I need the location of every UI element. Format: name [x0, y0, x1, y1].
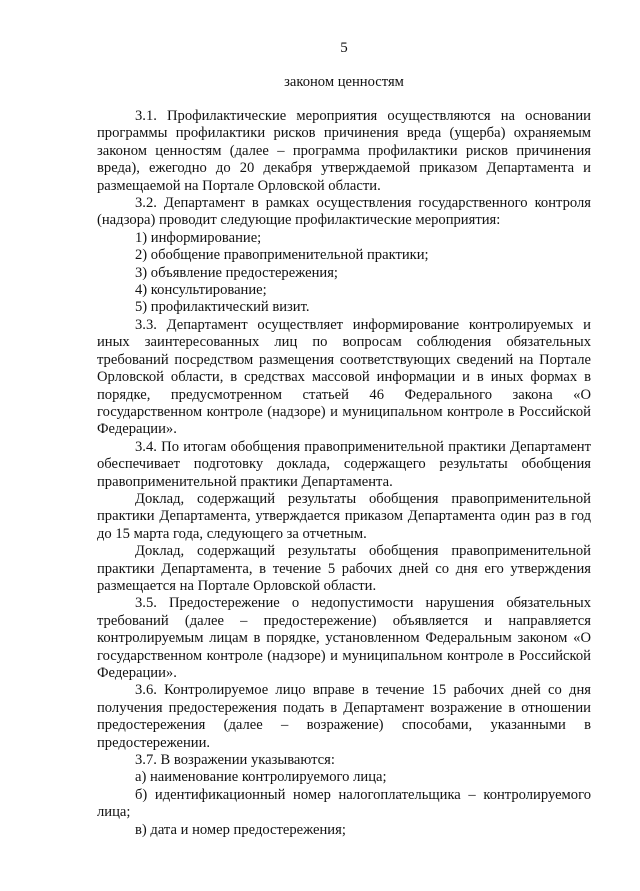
paragraph-3-5: 3.5. Предостережение о недопустимости нарушения обязательных требований (далее – предостережение) объявляется и направляется контролируемым лицам в порядке, установленном Федеральным законом «О государственном контроле (надзоре) и муниципальном контроле в Российской Федерации».	[97, 595, 591, 681]
paragraph-3-7-v: в) дата и номер предостережения;	[135, 821, 346, 838]
paragraph-3-7: 3.7. В возражении указываются:	[135, 752, 335, 769]
paragraph-3-4-report-approval: Доклад, содержащий результаты обобщения правоприменительной практики Департамента, утверждается приказом Департамента один раз в год до 15 марта года, следующего за отчетным.	[97, 490, 591, 542]
paragraph-3-7-a: а) наименование контролируемого лица;	[135, 769, 387, 786]
list-item: 5) профилактический визит.	[135, 299, 310, 316]
paragraph-3-2: 3.2. Департамент в рамках осуществления государственного контроля (надзора) проводит следующие профилактические мероприятия:	[97, 195, 591, 229]
document-body	[97, 108, 591, 839]
paragraph-3-4-report-publication: Доклад, содержащий результаты обобщения правоприменительной практики Департамента, в течение 5 рабочих дней со дня его утверждения размещается на Портале Орловской области.	[97, 543, 591, 594]
paragraph-3-1: 3.1. Профилактические мероприятия осуществляются на основании программы профилактики рисков причинения вреда (ущерба) охраняемым законом ценностям (далее – программа профилактики рисков причинения вреда), ежегодно до 20 декабря утверждаемой приказом Департамента и размещаемой на Портале Орловской области.	[97, 108, 591, 194]
paragraph-3-4: 3.4. По итогам обобщения правоприменительной практики Департамент обеспечивает подготовку доклада, содержащего результаты обобщения правоприменительной практики Департамента.	[97, 438, 591, 490]
paragraph-3-3: 3.3. Департамент осуществляет информирование контролируемых и иных заинтересованных лиц по вопросам соблюдения обязательных требований посредством размещения соответствующих сведений на Портале Орловской области, в средствах массовой информации и в иных формах в порядке, предусмотренном статьей 46 Федерального закона «О государственном контроле (надзоре) и муниципальном контроле в Российской Федерации».	[97, 316, 591, 438]
page-number: 5	[340, 40, 348, 56]
section-heading-fragment: законом ценностям	[284, 74, 404, 90]
list-item: 4) консультирование;	[135, 282, 267, 299]
list-item: 1) информирование;	[135, 229, 262, 246]
list-item: 2) обобщение правоприменительной практики;	[135, 247, 429, 264]
list-item: 3) объявление предостережения;	[135, 264, 338, 281]
paragraph-3-7-b: б) идентификационный номер налогоплательщика – контролируемого лица;	[97, 786, 591, 821]
paragraph-3-6: 3.6. Контролируемое лицо вправе в течение 15 рабочих дней со дня получения предостережения подать в Департамент возражение в отношении предостережения (далее – возражение) способами, указанными в предостережении.	[97, 682, 591, 751]
